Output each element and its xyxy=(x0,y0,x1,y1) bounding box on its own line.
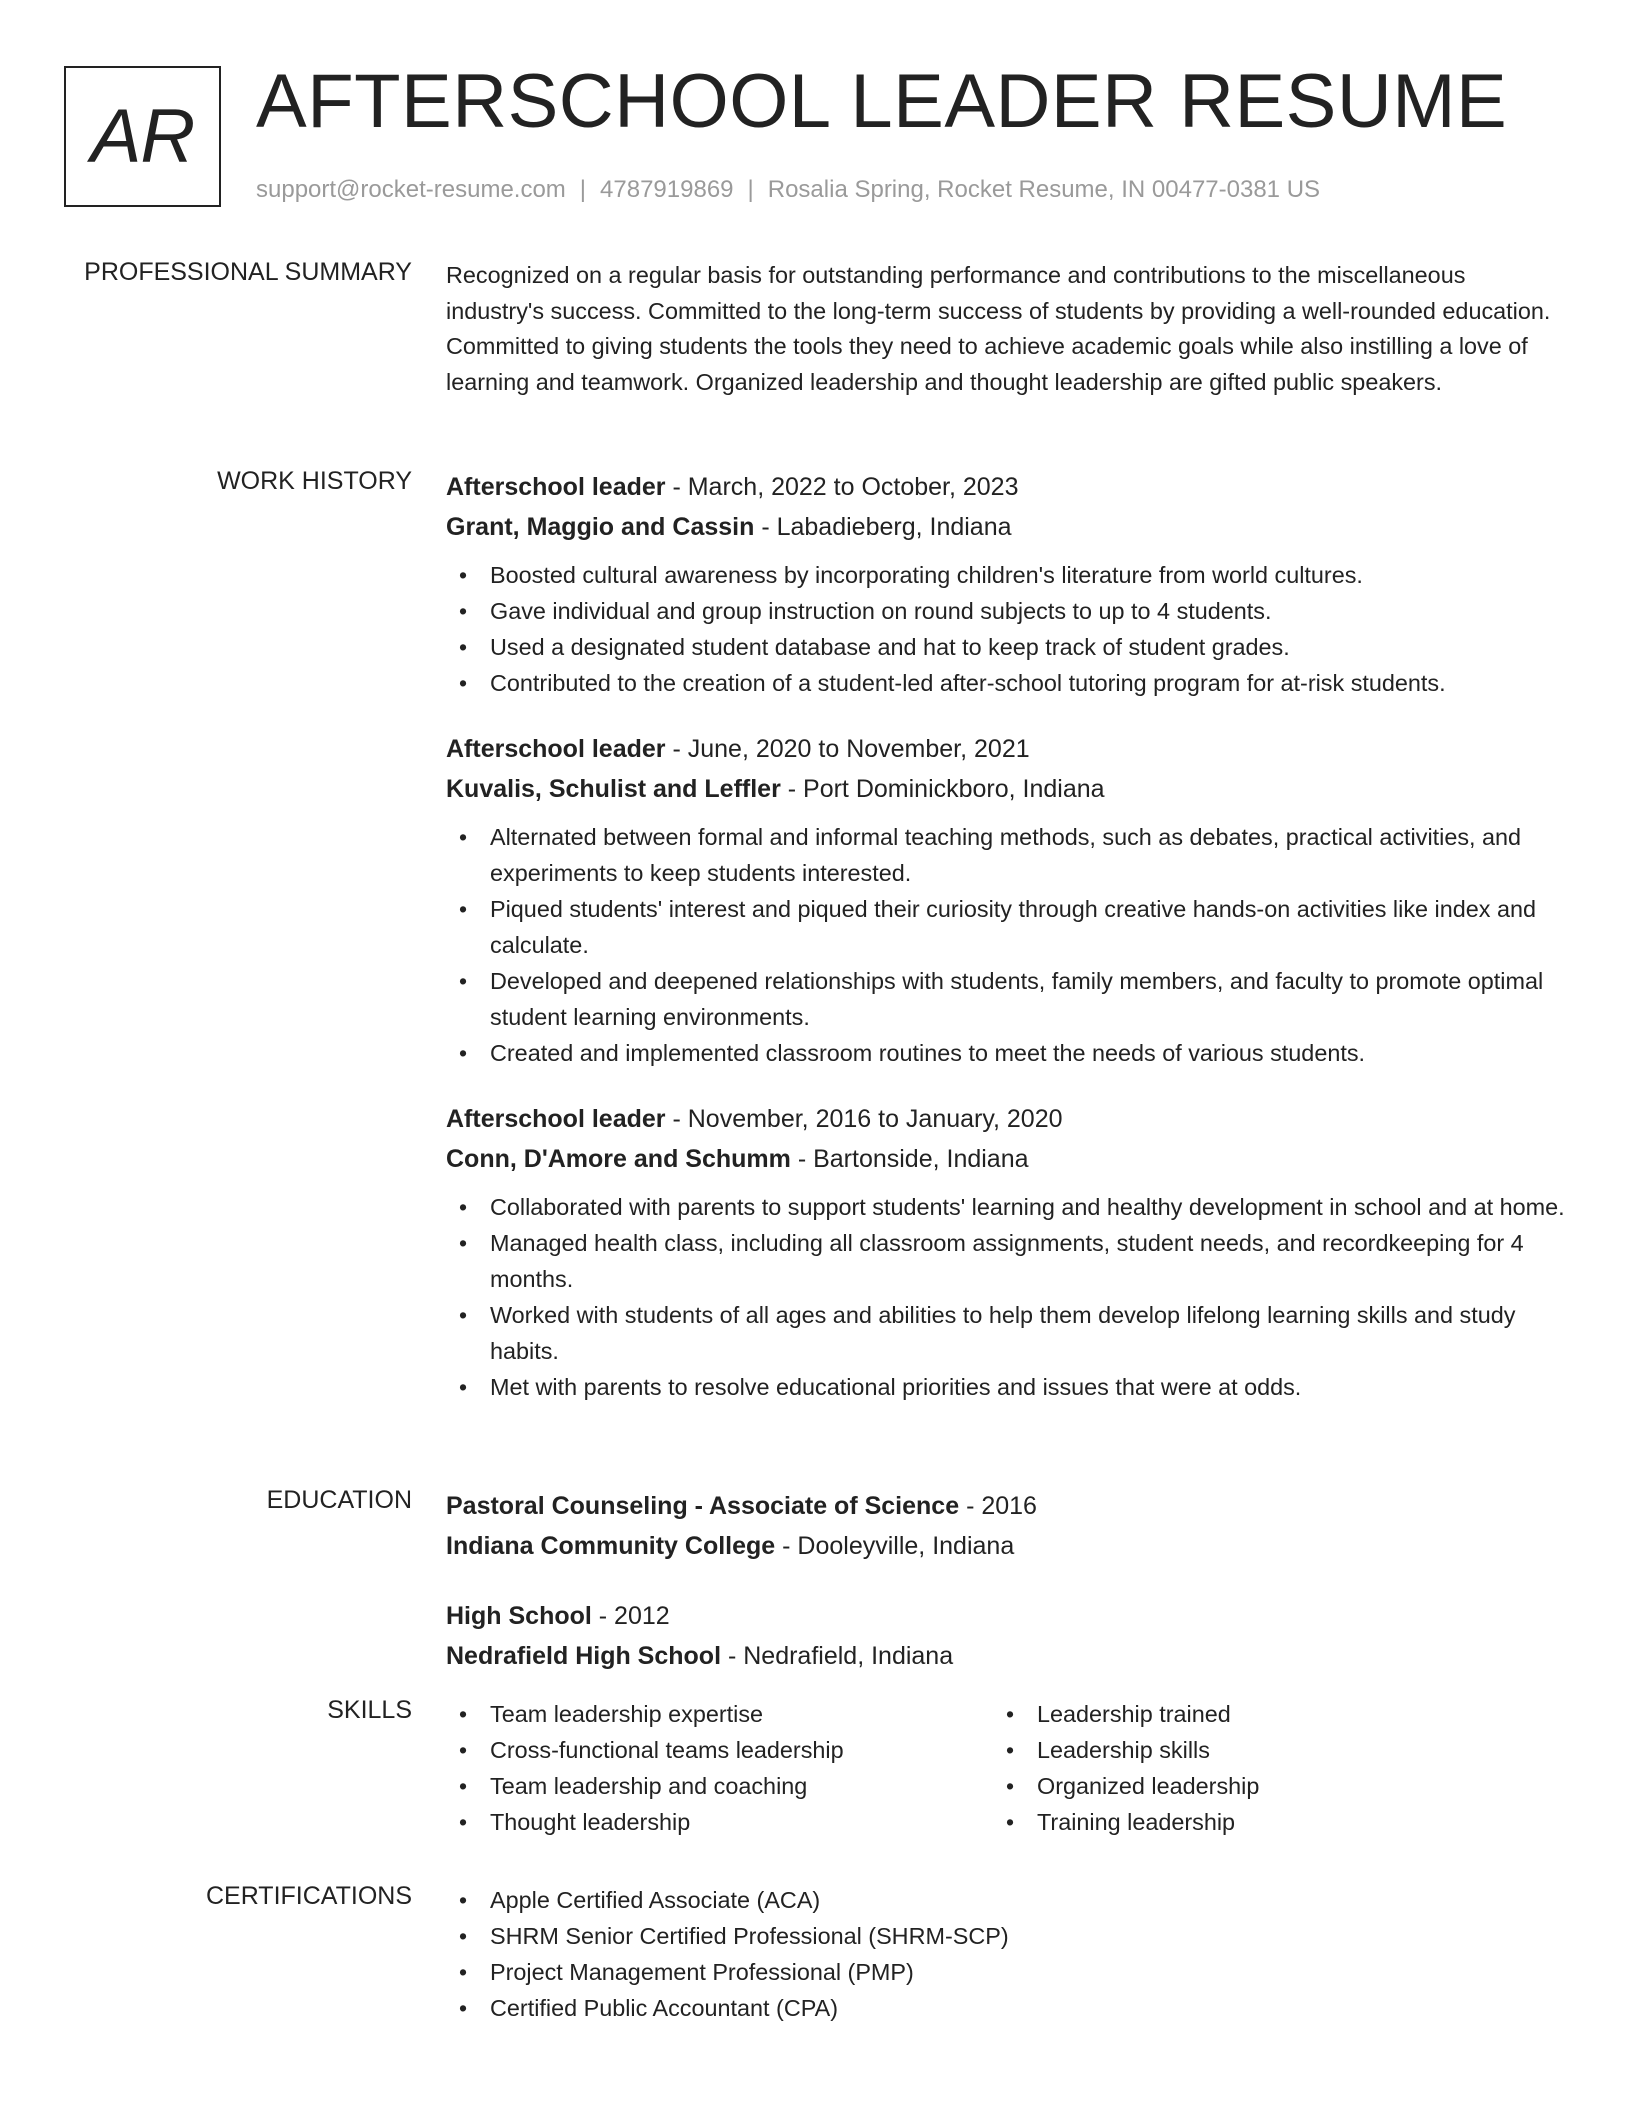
skills-body xyxy=(446,1696,1566,1840)
job-company: Conn, D'Amore and Schumm xyxy=(446,1145,791,1173)
education-school: Indiana Community College xyxy=(446,1532,776,1560)
list-item: • Used a designated student database and hat to keep track of student grades. xyxy=(446,629,1566,665)
certification-item: • Certified Public Accountant (CPA) xyxy=(446,1990,1566,2026)
job-title: Afterschool leader xyxy=(446,735,666,763)
education-location: - Nedrafield, Indiana xyxy=(721,1642,954,1670)
job-dates: - November, 2016 to January, 2020 xyxy=(665,1105,1063,1133)
certifications-body xyxy=(446,1882,1566,2026)
education-location: - Dooleyville, Indiana xyxy=(775,1532,1015,1560)
education-body xyxy=(446,1486,1566,1706)
summary-text: Recognized on a regular basis for outstanding performance and contributions to the miscellaneous industry's success. Committed to the long-term success of students by providing a well-rounded education. Committed to giving students the tools they need to achieve academic goals while also instilling a love of learning and teamwork. Organized leadership and thought leadership are gifted public speakers. xyxy=(446,262,1551,395)
job-title: Afterschool leader xyxy=(446,1105,666,1133)
education-year: - 2016 xyxy=(959,1492,1037,1520)
job-dates: - June, 2020 to November, 2021 xyxy=(665,735,1030,763)
job-entry xyxy=(446,729,1566,1071)
skill-item: • Leadership trained xyxy=(993,1696,1540,1732)
list-item: • Boosted cultural awareness by incorporating children's literature from world cultures. xyxy=(446,557,1566,593)
contact-address: Rosalia Spring, Rocket Resume, IN 00477-0381 US xyxy=(767,176,1321,203)
education-degree-line xyxy=(446,1486,1566,1526)
skill-item: • Organized leadership xyxy=(993,1768,1540,1804)
job-location: - Port Dominickboro, Indiana xyxy=(780,775,1105,803)
contact-email[interactable]: support@rocket-resume.com xyxy=(256,176,566,203)
skills-list xyxy=(993,1696,1540,1840)
skills-grid xyxy=(446,1696,1566,1840)
certification-item: • Project Management Professional (PMP) xyxy=(446,1954,1566,1990)
section-heading-skills: SKILLS xyxy=(327,1696,412,1724)
job-bullets xyxy=(446,557,1566,701)
education-degree: Pastoral Counseling - Associate of Science xyxy=(446,1492,960,1520)
certifications-list xyxy=(446,1882,1566,2026)
list-item: • Developed and deepened relationships with students, family members, and faculty to promote optimal student learning environments. xyxy=(446,963,1566,1035)
list-item: • Gave individual and group instruction on round subjects to up to 4 students. xyxy=(446,593,1566,629)
job-company-line xyxy=(446,1139,1566,1179)
summary-body xyxy=(446,258,1566,400)
job-location: - Labadieberg, Indiana xyxy=(754,513,1012,541)
education-school-line xyxy=(446,1636,1566,1676)
skill-item: • Team leadership and coaching xyxy=(446,1768,993,1804)
job-company: Grant, Maggio and Cassin xyxy=(446,513,755,541)
education-entry xyxy=(446,1596,1566,1676)
list-item: • Collaborated with parents to support students' learning and healthy development in school and at home. xyxy=(446,1189,1566,1225)
job-company-line xyxy=(446,769,1566,809)
education-entry xyxy=(446,1486,1566,1566)
skill-item: • Leadership skills xyxy=(993,1732,1540,1768)
section-heading-certifications: CERTIFICATIONS xyxy=(205,1882,412,1910)
list-item: • Created and implemented classroom routines to meet the needs of various students. xyxy=(446,1035,1566,1071)
job-company-line xyxy=(446,507,1566,547)
skills-column-right xyxy=(993,1696,1540,1840)
education-school-line xyxy=(446,1526,1566,1566)
skill-item: • Thought leadership xyxy=(446,1804,993,1840)
certification-item: • Apple Certified Associate (ACA) xyxy=(446,1882,1566,1918)
contact-separator: | xyxy=(747,176,754,203)
job-title: Afterschool leader xyxy=(446,473,666,501)
skills-column-left xyxy=(446,1696,993,1840)
job-company: Kuvalis, Schulist and Leffler xyxy=(446,775,781,803)
list-item: • Alternated between formal and informal teaching methods, such as debates, practical activities, and experiments to keep students interested. xyxy=(446,819,1566,891)
contact-phone[interactable]: 4787919869 xyxy=(600,176,734,203)
section-heading-summary: PROFESSIONAL SUMMARY xyxy=(84,258,412,286)
section-heading-work-history: WORK HISTORY xyxy=(217,467,412,495)
education-degree: High School xyxy=(446,1602,592,1630)
work-history-body xyxy=(446,467,1566,1433)
list-item: • Worked with students of all ages and abilities to help them develop lifelong learning skills and study habits. xyxy=(446,1297,1566,1369)
monogram-logo: AR xyxy=(64,66,221,207)
job-bullets xyxy=(446,1189,1566,1405)
contact-separator: | xyxy=(579,176,587,203)
contact-line xyxy=(256,176,1320,204)
list-item: • Managed health class, including all classroom assignments, student needs, and recordkeeping for 4 months. xyxy=(446,1225,1566,1297)
list-item: • Met with parents to resolve educational priorities and issues that were at odds. xyxy=(446,1369,1566,1405)
education-degree-line xyxy=(446,1596,1566,1636)
page-title: AFTERSCHOOL LEADER RESUME xyxy=(256,59,1508,144)
skill-item: • Team leadership expertise xyxy=(446,1696,993,1732)
job-bullets xyxy=(446,819,1566,1071)
skills-list xyxy=(446,1696,993,1840)
section-heading-education: EDUCATION xyxy=(266,1486,412,1514)
skill-item: • Training leadership xyxy=(993,1804,1540,1840)
job-title-line xyxy=(446,467,1566,507)
list-item: • Contributed to the creation of a student-led after-school tutoring program for at-risk students. xyxy=(446,665,1566,701)
job-location: - Bartonside, Indiana xyxy=(790,1145,1029,1173)
certification-item: • SHRM Senior Certified Professional (SHRM-SCP) xyxy=(446,1918,1566,1954)
skill-item: • Cross-functional teams leadership xyxy=(446,1732,993,1768)
job-title-line xyxy=(446,1099,1566,1139)
job-title-line xyxy=(446,729,1566,769)
list-item: • Piqued students' interest and piqued their curiosity through creative hands-on activities like index and calculate. xyxy=(446,891,1566,963)
education-school: Nedrafield High School xyxy=(446,1642,722,1670)
job-entry xyxy=(446,1099,1566,1405)
job-entry xyxy=(446,467,1566,701)
job-dates: - March, 2022 to October, 2023 xyxy=(665,473,1019,501)
education-year: - 2012 xyxy=(591,1602,670,1630)
